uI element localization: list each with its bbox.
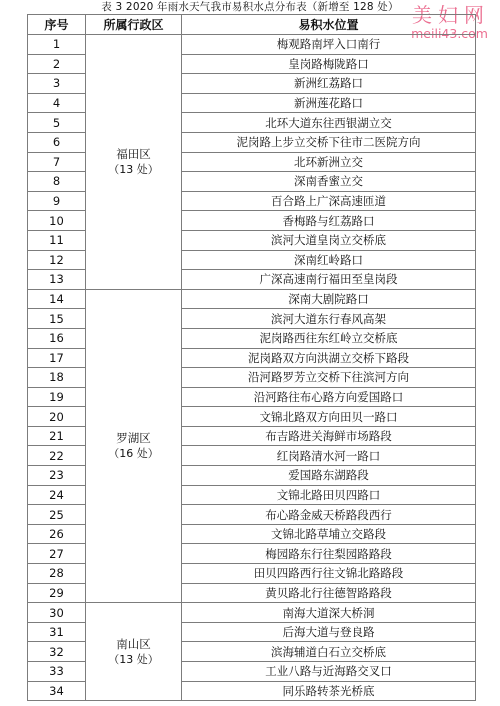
row-serial-number: 29 — [28, 583, 86, 603]
row-serial-number: 24 — [28, 485, 86, 505]
header-district: 所属行政区 — [86, 15, 182, 35]
row-location: 皇岗路梅陇路口 — [182, 54, 476, 74]
table-body — [28, 35, 476, 701]
row-serial-number: 10 — [28, 211, 86, 231]
district-cell — [86, 603, 182, 701]
district-count: （16 处） — [108, 446, 159, 460]
row-location: 沿河路罗芳立交桥下往滨河方向 — [182, 368, 476, 388]
row-serial-number: 7 — [28, 152, 86, 172]
row-serial-number: 15 — [28, 309, 86, 329]
row-location: 泥岗路上步立交桥下往市二医院方向 — [182, 132, 476, 152]
row-location: 北环大道东往西银湖立交 — [182, 113, 476, 133]
row-location: 爱国路东湖路段 — [182, 466, 476, 486]
row-serial-number: 23 — [28, 466, 86, 486]
row-location: 滨河大道皇岗立交桥底 — [182, 230, 476, 250]
row-location: 工业八路与近海路交叉口 — [182, 662, 476, 682]
row-serial-number: 11 — [28, 230, 86, 250]
row-serial-number: 12 — [28, 250, 86, 270]
row-location: 布吉路进关海鲜市场路段 — [182, 426, 476, 446]
row-location: 滨河大道东行春风高架 — [182, 309, 476, 329]
row-location: 香梅路与红荔路口 — [182, 211, 476, 231]
row-serial-number: 1 — [28, 35, 86, 55]
row-serial-number: 22 — [28, 446, 86, 466]
row-location: 梅观路南坪入口南行 — [182, 35, 476, 55]
row-location: 田贝四路西行往文锦北路路段 — [182, 564, 476, 584]
row-location: 百合路上广深高速匝道 — [182, 191, 476, 211]
row-location: 南海大道深大桥洞 — [182, 603, 476, 623]
row-serial-number: 32 — [28, 642, 86, 662]
district-name: 南山区 — [116, 636, 151, 651]
row-location: 泥岗路西往东红岭立交桥底 — [182, 328, 476, 348]
row-location: 梅园路东行往梨园路路段 — [182, 544, 476, 564]
table-caption: 表 3 2020 年雨水天气我市易积水点分布表（新增至 128 处） — [101, 1, 399, 13]
row-serial-number: 2 — [28, 54, 86, 74]
row-serial-number: 8 — [28, 172, 86, 192]
row-serial-number: 6 — [28, 132, 86, 152]
table-row — [28, 35, 476, 55]
row-serial-number: 31 — [28, 622, 86, 642]
row-location: 后海大道与登良路 — [182, 622, 476, 642]
row-serial-number: 14 — [28, 289, 86, 309]
row-location: 北环新洲立交 — [182, 152, 476, 172]
row-location: 新洲红荔路口 — [182, 74, 476, 94]
header-serial-number: 序号 — [28, 15, 86, 35]
row-serial-number: 4 — [28, 93, 86, 113]
row-location: 文锦北路双方向田贝一路口 — [182, 407, 476, 427]
row-serial-number: 13 — [28, 270, 86, 290]
table-header-row — [28, 15, 476, 35]
row-serial-number: 17 — [28, 348, 86, 368]
row-location: 布心路金威天桥路段西行 — [182, 505, 476, 525]
row-serial-number: 25 — [28, 505, 86, 525]
table-row — [28, 289, 476, 309]
header-location: 易积水位置 — [182, 15, 476, 35]
row-serial-number: 27 — [28, 544, 86, 564]
row-serial-number: 18 — [28, 368, 86, 388]
row-serial-number: 20 — [28, 407, 86, 427]
watermark-url: meili43.com — [411, 26, 488, 41]
row-location: 滨海辅道白石立交桥底 — [182, 642, 476, 662]
row-serial-number: 5 — [28, 113, 86, 133]
row-serial-number: 26 — [28, 524, 86, 544]
district-cell — [86, 289, 182, 603]
row-serial-number: 16 — [28, 328, 86, 348]
row-location: 深南大剧院路口 — [182, 289, 476, 309]
district-count: （13 处） — [108, 652, 159, 666]
district-name: 罗湖区 — [116, 430, 151, 445]
row-location: 泥岗路双方向洪湖立交桥下路段 — [182, 348, 476, 368]
row-serial-number: 30 — [28, 603, 86, 623]
row-location: 新洲莲花路口 — [182, 93, 476, 113]
row-serial-number: 3 — [28, 74, 86, 94]
row-location: 沿河路往布心路方向爱国路口 — [182, 387, 476, 407]
watermark-logo: 美妇网 — [412, 3, 490, 27]
district-count: （13 处） — [108, 162, 159, 176]
row-serial-number: 19 — [28, 387, 86, 407]
row-location: 文锦北路田贝四路口 — [182, 485, 476, 505]
row-serial-number: 33 — [28, 662, 86, 682]
district-cell — [86, 35, 182, 290]
row-serial-number: 28 — [28, 564, 86, 584]
row-serial-number: 21 — [28, 426, 86, 446]
row-location: 黄贝路北行往德智路路段 — [182, 583, 476, 603]
row-location: 广深高速南行福田至皇岗段 — [182, 270, 476, 290]
row-location: 深南红岭路口 — [182, 250, 476, 270]
flood-points-table — [27, 14, 476, 701]
row-location: 深南香蜜立交 — [182, 172, 476, 192]
row-location: 红岗路清水河一路口 — [182, 446, 476, 466]
row-location: 同乐路转茶光桥底 — [182, 681, 476, 701]
row-serial-number: 34 — [28, 681, 86, 701]
district-name: 福田区 — [116, 146, 151, 161]
row-serial-number: 9 — [28, 191, 86, 211]
row-location: 文锦北路草埔立交路段 — [182, 524, 476, 544]
table-row — [28, 603, 476, 623]
